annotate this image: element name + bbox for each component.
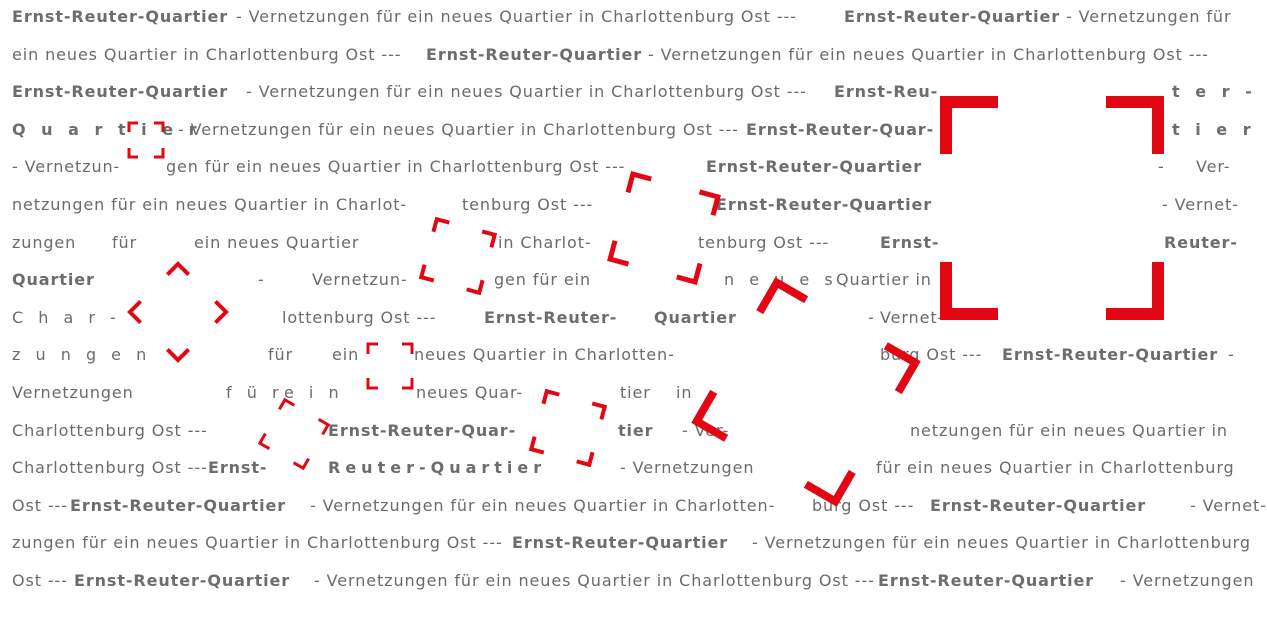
bold-title-segment: t e r - [1172,82,1257,102]
text-segment: C h a r - [12,307,121,327]
text-segment: - [1228,345,1235,365]
bracket-corner [421,265,437,281]
bracket-corner [806,455,852,501]
bracket-corner [130,301,151,322]
text-segment: - Vernetzun- [12,157,121,177]
bracket-corner [577,449,593,465]
text-segment: - Vernetzungen für ein neues Quartier in Charlottenburg Ost --- [236,7,797,26]
bold-title-segment: Reuter-Quartier [328,458,547,478]
bold-title-segment: Ernst-Reuter-Quartier [930,495,1147,515]
bracket-corner [610,241,633,264]
bracket-corner [543,391,559,407]
bold-title-segment: Ernst-Reuter-Quartier [716,195,933,214]
text-segment: - Vernetzungen für ein neues Quartier in Charlottenburg Ost --- [178,119,739,139]
bracket-corner [368,344,378,354]
bracket-corner [313,419,328,434]
text-segment: in Charlot- [498,232,592,252]
text-segment: gen für ein neues Quartier in Charlottenburg Ost --- [166,157,626,177]
bold-title-segment: Ernst-Reuter-Quartier [74,571,291,590]
bracket-corner [279,400,294,415]
text-segment: - [258,270,265,290]
bracket-corner [479,231,495,247]
text-segment: ein neues Quartier [194,232,360,252]
text-segment: für [268,345,294,365]
text-segment: - [1158,157,1165,177]
corner-bracket-frame-icon [260,400,328,468]
bracket-corner [433,219,449,235]
text-segment: - Vernetzungen für ein neues Quartier in Charlottenburg Ost --- [648,44,1209,64]
bold-title-segment: Ernst-Reuter-Quartier [706,157,923,177]
bracket-corner [260,434,275,449]
bracket-corner [946,102,998,154]
bracket-corner [402,378,412,388]
text-segment: zungen [12,232,77,252]
bold-title-segment: Ernst-Reuter-Quartier [512,533,729,553]
text-segment: n e u e s [724,270,838,290]
bracket-corner [697,392,743,438]
text-segment: burg Ost --- [812,495,915,515]
bracket-corner [129,148,138,157]
bold-title-segment: tier [618,420,654,440]
bold-title-segment: Ernst-Reuter-Quartier [12,82,229,102]
text-segment: - Vernet- [1162,195,1239,214]
text-segment: lottenburg Ost --- [282,307,437,327]
bracket-corner [531,437,547,453]
text-segment: zungen für ein neues Quartier in Charlottenburg Ost --- [12,533,503,553]
bracket-corner [589,403,605,419]
text-segment: tier [620,383,651,402]
text-segment: burg Ost --- [880,345,983,365]
bold-title-segment: Quartier [12,270,95,290]
text-segment: - Ver- [682,420,730,440]
text-segment: Quartier in [836,270,932,290]
text-segment: - Vernet- [1190,495,1267,515]
corner-bracket-frame-icon [368,344,412,388]
bracket-corner [154,123,163,132]
bracket-corner [154,148,163,157]
text-segment: - [868,307,875,327]
bold-title-segment: Ernst-Reuter-Quartier [878,571,1095,590]
corner-bracket-frame-icon [531,391,604,464]
bold-title-segment: Quartier [654,307,737,327]
bracket-corner [628,174,651,197]
bracket-corner [1106,102,1158,154]
bold-title-segment: Ernst-Reuter-Quartier [70,495,287,515]
text-segment: e i n [284,383,344,402]
bracket-corner [205,301,226,322]
text-segment: ein neues Quartier in Charlottenburg Ost --- [12,44,402,64]
corner-bracket-frame-icon [946,102,1158,314]
bracket-corner [467,277,483,293]
bracket-corner [695,192,718,215]
text-segment: in [676,383,693,402]
text-segment: - Vernetzungen für ein neues Quartier in Charlottenburg Ost --- [314,571,875,590]
text-segment: f ü r [226,383,284,402]
bracket-corner [1106,262,1158,314]
bold-title-segment: Ernst- [880,232,940,252]
text-segment: - Vernetzungen [1120,571,1255,590]
text-segment: ein [332,345,360,365]
bracket-corner [760,283,806,329]
bracket-corner [167,339,188,360]
text-segment: Ver- [1196,157,1231,177]
corner-bracket-frame-icon [130,264,226,360]
text-segment: neues Quartier in Charlotten- [414,345,675,365]
text-segment: Vernetzun- [312,270,408,290]
text-segment: - Vernetzungen für ein neues Quartier in Charlottenburg Ost --- [246,82,807,102]
text-segment: - Vernetzungen für ein neues Quartier in Charlotten- [310,495,776,515]
bold-title-segment: Ernst-Reuter-Quartier [844,7,1061,26]
bold-title-segment: Ernst-Reuter-Quartier [12,7,229,26]
text-segment: netzungen für ein neues Quartier in [910,420,1228,440]
text-segment: für ein neues Quartier in Charlottenburg [876,458,1235,478]
text-segment: tenburg Ost --- [462,195,594,214]
text-segment: Vernet- [880,307,945,327]
text-segment: Vernetzungen [12,383,134,402]
text-segment: gen für ein [494,270,591,290]
bracket-corner [946,262,998,314]
text-segment: - Vernetzungen für [1066,7,1232,26]
bracket-corner [129,123,138,132]
text-segment: - Vernetzungen [620,458,755,478]
bracket-corner [167,264,188,285]
text-segment: neues Quar- [416,383,524,402]
text-segment: Charlottenburg Ost --- [12,420,208,440]
text-segment: z u n g e n [12,345,152,365]
corner-bracket-frame-icon [610,174,718,282]
bracket-corner [402,344,412,354]
bracket-corner [368,378,378,388]
corner-bracket-frame-icon [421,219,494,292]
text-segment: tenburg Ost --- [698,232,830,252]
bold-title-segment: Q u a r t i e r [12,119,202,139]
text-segment: netzungen für ein neues Quartier in Charlot- [12,195,408,214]
text-segment: Ost --- [12,495,68,515]
bold-title-segment: Ernst-Reuter-Quartier [426,44,643,64]
bold-title-segment: Ernst-Reuter- [484,307,618,327]
bold-title-segment: Ernst- [208,458,268,478]
bold-title-segment: Ernst-Reuter-Quartier [1002,345,1219,365]
text-segment: für [112,232,138,252]
bracket-corner [869,346,915,392]
bold-title-segment: t i e r [1172,119,1256,139]
bold-title-segment: Reuter- [1164,232,1238,252]
text-segment: - Vernetzungen für ein neues Quartier in Charlottenburg [752,533,1251,553]
bracket-corner [677,259,700,282]
text-segment: Ost --- [12,571,68,590]
bold-title-segment: Ernst-Reuter-Quar- [328,420,517,440]
text-segment: Charlottenburg Ost --- [12,458,208,478]
corner-bracket-frame-icon [129,123,163,157]
bracket-corner [294,453,309,468]
bold-title-segment: Ernst-Reuter-Quar- [746,119,935,139]
corner-bracket-frame-icon [697,283,916,502]
bold-title-segment: Ernst-Reu- [834,82,939,102]
